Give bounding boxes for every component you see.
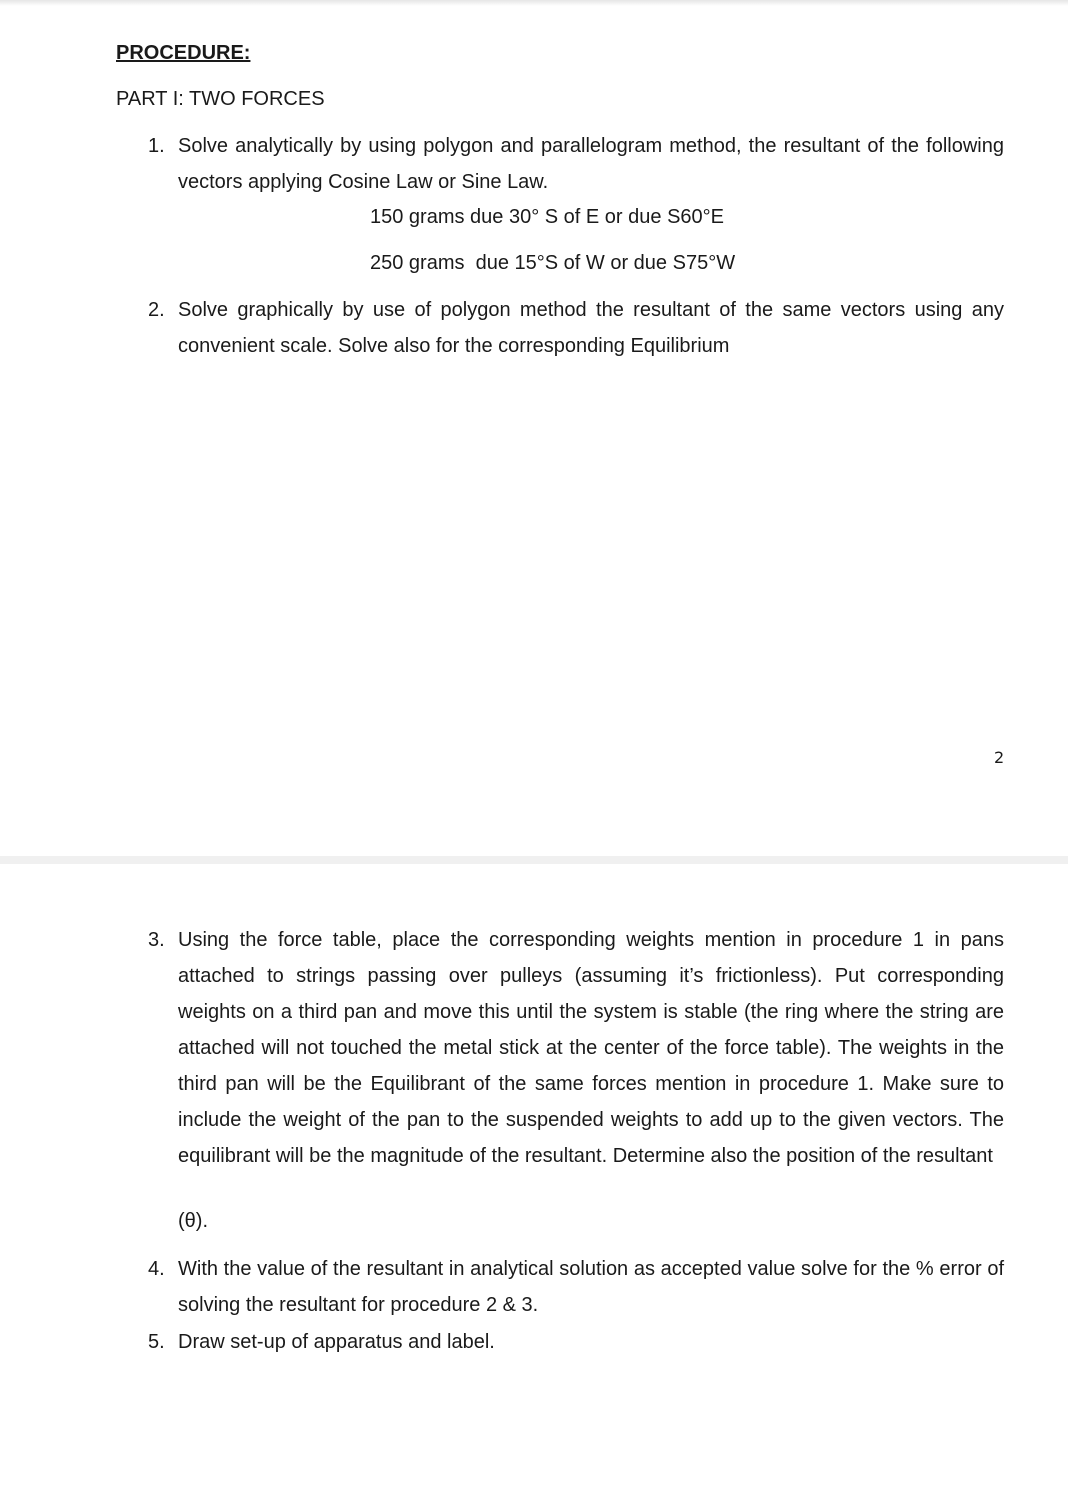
procedure-step-4 bbox=[148, 1251, 1004, 1323]
step-number: 3. bbox=[148, 929, 165, 951]
step-number: 5. bbox=[148, 1331, 165, 1353]
step-number: 4. bbox=[148, 1258, 165, 1280]
document-page-2 bbox=[0, 864, 1068, 1487]
procedure-step-5 bbox=[148, 1324, 1004, 1360]
procedure-step-3 bbox=[148, 922, 1004, 1174]
vector-line-1: 150 grams due 30° S of E or due S60°E bbox=[370, 206, 724, 228]
procedure-step-1 bbox=[148, 128, 1004, 200]
part-title: PART I: TWO FORCES bbox=[116, 88, 325, 110]
step-text: Solve graphically by use of polygon method the resultant of the same vectors using any convenient scale. Solve also for the corresponding Equilibrium bbox=[178, 299, 1004, 357]
step-number: 1. bbox=[148, 135, 165, 157]
step-text: Draw set-up of apparatus and label. bbox=[178, 1331, 495, 1353]
document-page-1 bbox=[0, 6, 1068, 856]
procedure-heading: PROCEDURE: bbox=[116, 42, 251, 64]
vector-line-2: 250 grams due 15°S of W or due S75°W bbox=[370, 252, 736, 274]
step-text: With the value of the resultant in analytical solution as accepted value solve for the % error of solving the resultant for procedure 2 & 3. bbox=[178, 1258, 1004, 1316]
theta-symbol: (θ). bbox=[178, 1210, 208, 1232]
step-text: Solve analytically by using polygon and parallelogram method, the resultant of the following vectors applying Cosine Law or Sine Law. bbox=[178, 135, 1004, 193]
procedure-step-2 bbox=[148, 292, 1004, 364]
page-number: 2 bbox=[994, 748, 1005, 767]
step-number: 2. bbox=[148, 299, 165, 321]
step-text: Using the force table, place the corresponding weights mention in procedure 1 in pans attached to strings passing over pulleys (assuming it’s frictionless). Put corresponding weights on a third pan and move this until the system is stable (the ring where the string are attached will not touched the metal stick at the center of the force table). The weights in the third pan will be the Equilibrant of the same forces mention in procedure 1. Make sure to include the weight of the pan to the suspended weights to add up to the given vectors. The equilibrant will be the magnitude of the resultant. Determine also the position of the resultant bbox=[178, 929, 1004, 1167]
page-separator bbox=[0, 856, 1068, 864]
